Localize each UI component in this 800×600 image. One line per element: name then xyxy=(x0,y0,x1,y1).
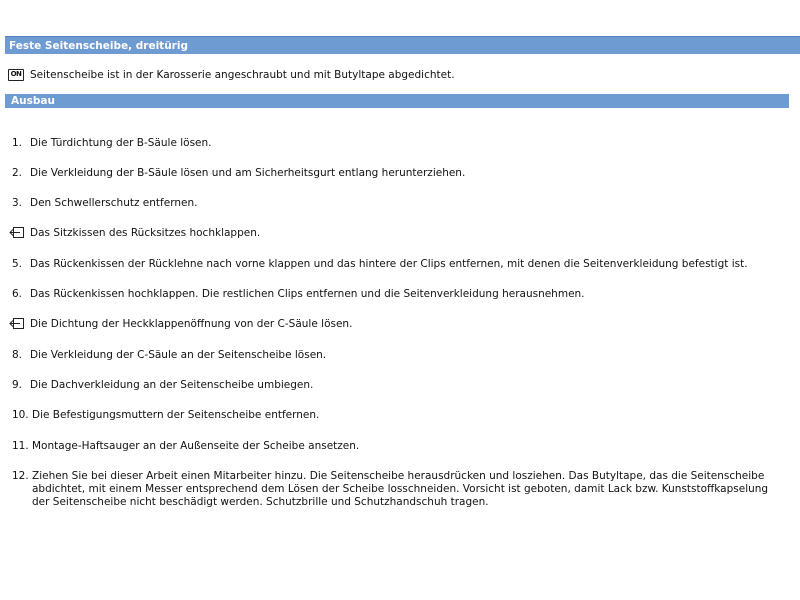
step-number: 8. xyxy=(12,349,23,361)
section-title: Ausbau xyxy=(5,94,789,108)
step-number: 2. xyxy=(12,167,23,179)
back-arrow-icon[interactable] xyxy=(9,318,25,329)
step-text: Die Verkleidung der C-Säule an der Seitenscheibe lösen. xyxy=(30,349,327,361)
step-text: Das Sitzkissen des Rücksitzes hochklappen. xyxy=(30,227,261,239)
step-number: 3. xyxy=(12,197,23,209)
step-text: Ziehen Sie bei dieser Arbeit einen Mitarbeiter hinzu. Die Seitenscheibe herausdrücken und losziehen. Das Butyltape, das die Seitenscheibe abdichtet, mit einem Messer entsprechend dem Lösen der Scheibe losschneiden. Vorsicht ist geboten, damit Lack bzw. Kunststoffkapselung der Seitenscheibe nicht beschädigt werden. Schutzbrille und Schutzhandschuh tragen. xyxy=(32,470,769,508)
list-item[interactable] xyxy=(9,227,769,240)
on-icon: ON xyxy=(8,69,24,81)
step-text: Die Dichtung der Heckklappenöffnung von der C-Säule lösen. xyxy=(30,318,353,330)
list-item xyxy=(12,137,772,150)
step-text: Die Befestigungsmuttern der Seitenscheibe entfernen. xyxy=(32,409,320,421)
back-arrow-icon[interactable] xyxy=(9,227,25,238)
step-text: Den Schwellerschutz entfernen. xyxy=(30,197,198,209)
list-item xyxy=(12,409,772,422)
list-item xyxy=(12,440,772,453)
step-text: Das Rückenkissen der Rücklehne nach vorne klappen und das hintere der Clips entfernen, mit denen die Seitenverkleidung befestigt ist. xyxy=(30,258,748,270)
step-number: 12. xyxy=(12,470,29,482)
list-item[interactable] xyxy=(9,318,769,331)
step-number: 11. xyxy=(12,440,29,452)
step-text: Das Rückenkissen hochklappen. Die restlichen Clips entfernen und die Seitenverkleidung herausnehmen. xyxy=(30,288,585,300)
list-item xyxy=(12,197,772,210)
step-number: 10. xyxy=(12,409,29,421)
list-item xyxy=(12,379,772,392)
step-text: Die Türdichtung der B-Säule lösen. xyxy=(30,137,212,149)
step-number: 5. xyxy=(12,258,23,270)
page-title: Feste Seitenscheibe, dreitürig xyxy=(5,36,800,54)
list-item xyxy=(12,470,772,509)
list-item xyxy=(12,288,772,301)
list-item xyxy=(12,258,772,271)
step-number: 1. xyxy=(12,137,23,149)
step-number: 9. xyxy=(12,379,23,391)
note-text: Seitenscheibe ist in der Karosserie angeschraubt und mit Butyltape abgedichtet. xyxy=(30,69,455,81)
step-text: Montage-Haftsauger an der Außenseite der Scheibe ansetzen. xyxy=(32,440,360,452)
list-item xyxy=(12,349,772,362)
step-number: 6. xyxy=(12,288,23,300)
list-item xyxy=(12,167,772,180)
step-text: Die Dachverkleidung an der Seitenscheibe umbiegen. xyxy=(30,379,314,391)
step-text: Die Verkleidung der B-Säule lösen und am Sicherheitsgurt entlang herunterziehen. xyxy=(30,167,466,179)
